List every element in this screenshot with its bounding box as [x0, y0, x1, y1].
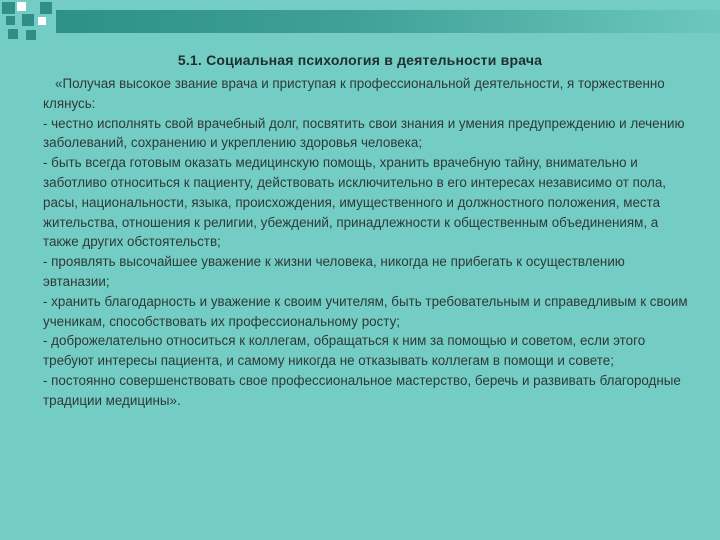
- oath-item: - быть всегда готовым оказать медицинскую помощь, хранить врачебную тайну, внимательно и заботливо относиться к пациенту, действовать исключительно в его интересах независимо от пола, расы, национальности, языка, происхождения, имущественного и должностного положения, места жительства, отношения к религии, убеждений, принадлежности к общественным объединениям, а также других обстоятельств;: [43, 155, 667, 250]
- oath-text: [43, 74, 693, 411]
- slide-title: 5.1. Социальная психология в деятельности врача: [177, 52, 543, 68]
- oath-item: - хранить благодарность и уважение к своим учителям, быть требовательным и справедливым к своим ученикам, способствовать их профессиональному росту;: [43, 293, 688, 329]
- oath-item: - постоянно совершенствовать свое профессиональное мастерство, беречь и развивать благородные традиции медицины».: [43, 372, 681, 408]
- oath-item: - доброжелательно относиться к коллегам, обращаться к ним за помощью и советом, если этого требуют интересы пациента, и самому никогда не отказывать коллегам в помощи и совете;: [43, 333, 646, 369]
- header-band: [56, 10, 720, 33]
- oath-intro: «Получая высокое звание врача и приступая к профессиональной деятельности, я торжественно клянусь:: [43, 76, 665, 111]
- oath-item: - честно исполнять свой врачебный долг, посвятить свои знания и умения предупреждению и лечению заболеваний, сохранению и укреплению здоровья человека;: [43, 115, 685, 151]
- oath-item: - проявлять высочайшее уважение к жизни человека, никогда не прибегать к осуществлению эвтаназии;: [43, 254, 625, 289]
